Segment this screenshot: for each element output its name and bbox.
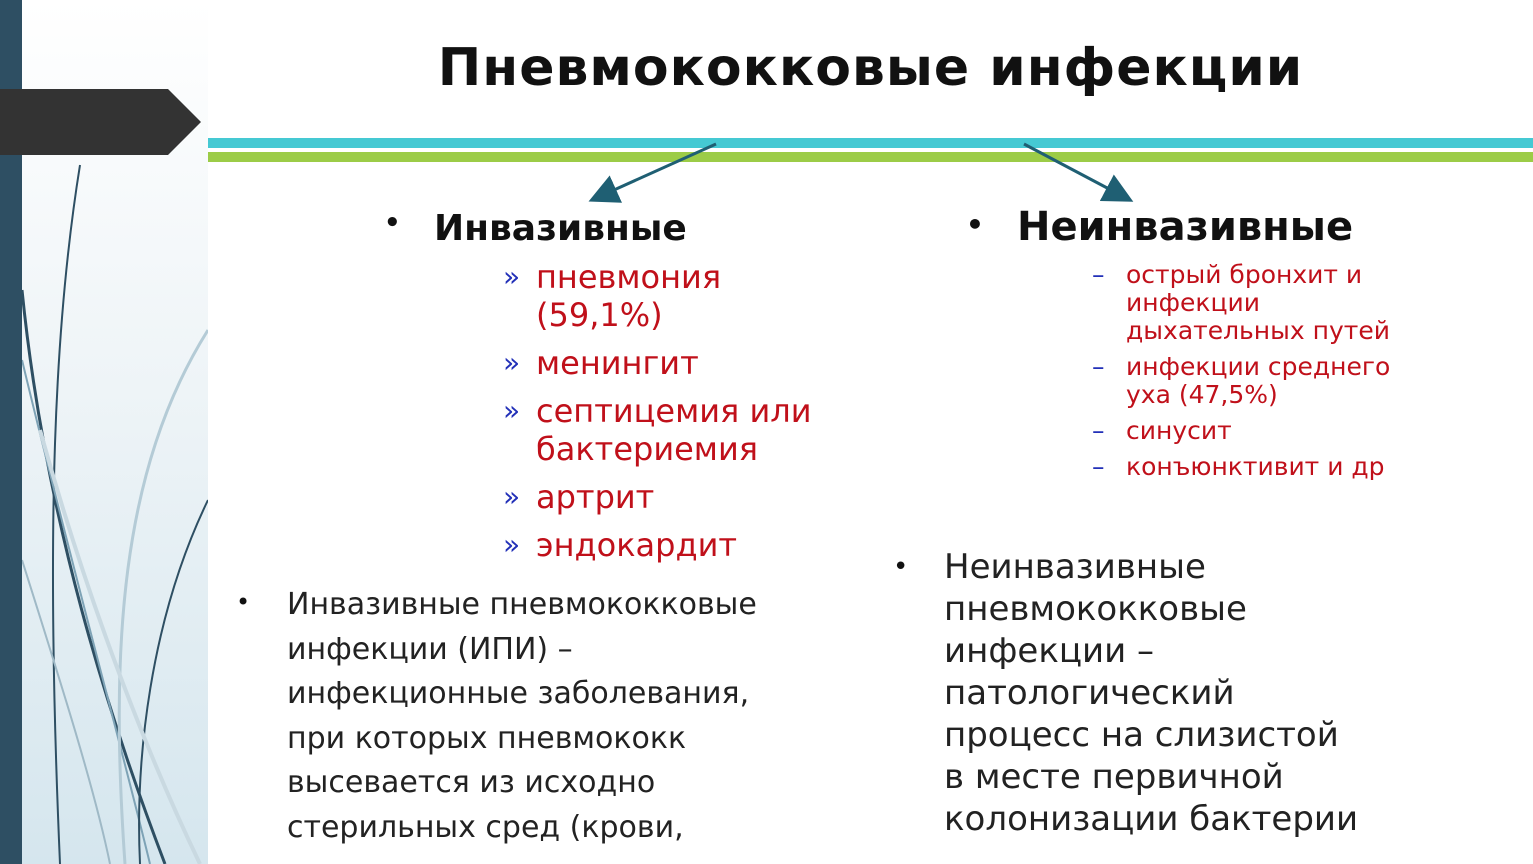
list-item-text: острый бронхит и (1126, 260, 1363, 289)
title-divider-green (208, 152, 1533, 162)
list-marker: – (1092, 352, 1105, 381)
noninvasive-bullet: • (966, 208, 984, 241)
list-marker: – (1092, 416, 1105, 445)
definition-line: Инвазивные пневмококковые (287, 587, 757, 622)
list-item (1092, 453, 1390, 481)
definition-line: инфекции – (944, 631, 1154, 671)
list-item-text: менингит (536, 344, 699, 382)
list-marker: » (503, 346, 521, 379)
slide-title: Пневмококковые инфекции (437, 38, 1304, 98)
list-item (503, 526, 812, 564)
arrow-tab-shape (0, 89, 202, 155)
definition-line: высевается из исходно (287, 765, 656, 800)
list-item (503, 478, 812, 516)
noninvasive-definition (944, 546, 1358, 840)
definition-line: патологический (944, 673, 1235, 713)
list-item-text: артрит (536, 478, 655, 516)
list-item-text: бактериемия (536, 430, 758, 468)
title-divider-cyan (208, 138, 1533, 148)
definition-line: колонизации бактерии (944, 799, 1359, 839)
list-item-text: уха (47,5%) (1126, 380, 1278, 409)
invasive-bullet: • (384, 208, 401, 238)
list-item-text: пневмония (536, 258, 722, 296)
list-item (1092, 261, 1390, 345)
noninvasive-heading: Неинвазивные (1017, 204, 1354, 250)
invasive-definition-bullet: • (236, 588, 251, 616)
list-item (503, 258, 812, 334)
list-item (1092, 417, 1390, 445)
invasive-list (503, 258, 812, 564)
list-marker: » (503, 260, 521, 293)
list-item-text: дыхательных путей (1126, 316, 1390, 345)
list-item (503, 392, 812, 468)
list-marker: » (503, 528, 521, 561)
list-marker: – (1092, 452, 1105, 481)
definition-line: в месте первичной (944, 757, 1284, 797)
list-item-text: инфекции среднего (1126, 352, 1391, 381)
list-item-text: (59,1%) (536, 296, 663, 334)
invasive-definition (287, 583, 757, 850)
list-item-text: эндокардит (536, 526, 737, 564)
noninvasive-list (1092, 261, 1390, 481)
definition-line: стерильных сред (крови, (287, 809, 684, 845)
definition-line: инфекции (ИПИ) – (287, 631, 573, 667)
noninvasive-definition-bullet: • (893, 552, 909, 582)
list-item-text: септицемия или (536, 392, 812, 430)
list-item-text: инфекции (1126, 288, 1260, 317)
list-item-text: конъюнктивит и др (1126, 452, 1385, 481)
list-marker: » (503, 394, 521, 427)
definition-line: процесс на слизистой (944, 715, 1339, 755)
list-marker: » (503, 480, 521, 513)
list-item (1092, 353, 1390, 409)
definition-line: пневмококковые (944, 589, 1247, 629)
definition-line: инфекционные заболевания, (287, 676, 750, 711)
invasive-heading: Инвазивные (434, 208, 687, 249)
list-marker: – (1092, 260, 1105, 289)
list-item-text: синусит (1126, 416, 1232, 445)
definition-line: при которых пневмококк (287, 720, 687, 756)
definition-line: Неинвазивные (944, 547, 1206, 587)
list-item (503, 344, 812, 382)
